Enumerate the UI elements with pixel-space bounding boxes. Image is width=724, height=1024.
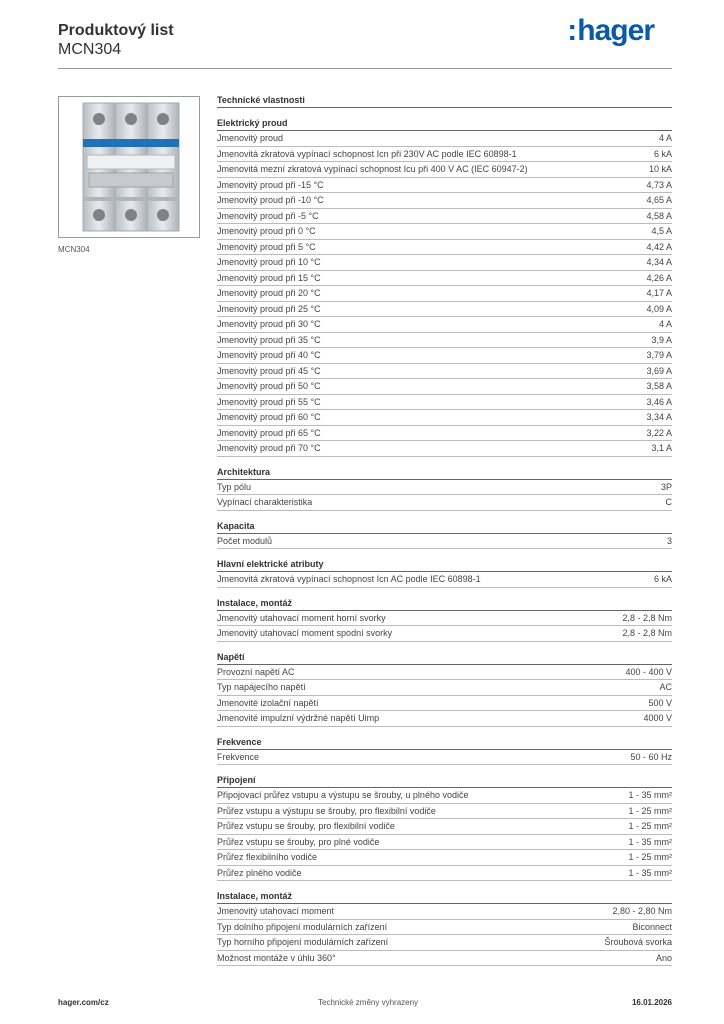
spec-label: Typ horního připojení modulárních zařízení <box>217 937 389 947</box>
spec-value: 4 A <box>658 133 672 143</box>
spec-value: 3,22 A <box>646 427 672 438</box>
spec-label: Typ dolního připojení modulárních zařízení <box>217 921 388 932</box>
spec-row <box>217 935 672 951</box>
spec-value: 3P <box>660 481 672 492</box>
spec-label: Průřez vstupu se šrouby, pro plné vodiče <box>217 836 380 847</box>
product-code: MCN304 <box>58 41 122 58</box>
spec-value: 1 - 35 mm² <box>628 867 672 878</box>
spec-row <box>217 209 672 225</box>
spec-value: 3,1 A <box>651 443 672 453</box>
spec-value: 500 V <box>648 697 672 708</box>
section-title: Architektura <box>217 465 672 480</box>
spec-value: 4,65 A <box>646 195 672 205</box>
spec-value: 4,09 A <box>646 303 672 314</box>
spec-value: 3,79 A <box>646 350 672 360</box>
spec-label: Jmenovitý proud <box>217 133 284 143</box>
spec-value: 4 A <box>658 319 672 329</box>
spec-section <box>217 519 672 550</box>
section-title: Elektrický proud <box>217 116 672 131</box>
spec-value: 4,73 A <box>646 179 672 190</box>
spec-row <box>217 224 672 240</box>
spec-value: 3,9 A <box>651 334 672 345</box>
spec-row <box>217 178 672 194</box>
spec-section <box>217 650 672 727</box>
spec-label: Jmenovitý proud při 25 °C <box>217 303 321 314</box>
logo-colon-icon: : <box>567 14 577 47</box>
spec-label: Jmenovitý proud při -10 °C <box>217 195 324 205</box>
spec-value: AC <box>659 682 672 692</box>
spec-row <box>217 302 672 318</box>
spec-label: Jmenovitý proud při 60 °C <box>217 412 321 422</box>
spec-row <box>217 835 672 851</box>
spec-value: 400 - 400 V <box>625 666 672 677</box>
spec-value: 6 kA <box>653 148 672 159</box>
spec-label: Jmenovitý proud při 0 °C <box>217 226 316 236</box>
spec-section <box>217 116 672 457</box>
circuit-breaker-icon <box>59 97 199 237</box>
document-title: Produktový list <box>58 22 174 39</box>
spec-row <box>217 951 672 967</box>
spec-row <box>217 395 672 411</box>
hager-logo <box>567 14 654 48</box>
spec-value: 4,5 A <box>651 226 672 236</box>
spec-label: Typ napájecího napětí <box>217 682 306 692</box>
spec-value: C <box>665 497 672 507</box>
spec-label: Průřez vstupu se šrouby, pro flexibilní vodiče <box>217 821 395 831</box>
spec-row <box>217 920 672 936</box>
spec-section <box>217 735 672 766</box>
section-title: Kapacita <box>217 519 672 534</box>
spec-value: 3 <box>666 535 672 546</box>
spec-row <box>217 379 672 395</box>
spec-label: Jmenovitý proud při 40 °C <box>217 350 321 360</box>
spec-label: Jmenovitý proud při 55 °C <box>217 396 321 407</box>
spec-value: 2,8 - 2,8 Nm <box>622 628 672 638</box>
spec-section <box>217 557 672 588</box>
spec-row <box>217 131 672 147</box>
footer-website-link[interactable]: hager.com/cz <box>58 998 109 1007</box>
spec-row <box>217 680 672 696</box>
spec-value: 1 - 25 mm² <box>628 805 672 816</box>
spec-row <box>217 286 672 302</box>
spec-row <box>217 255 672 271</box>
spec-row <box>217 364 672 380</box>
spec-label: Jmenovitý utahovací moment spodní svorky <box>217 628 393 638</box>
spec-row <box>217 426 672 442</box>
spec-label: Jmenovitá mezní zkratová vypínací schopnost Icu při 400 V AC (IEC 60947-2) <box>217 164 528 174</box>
spec-label: Možnost montáže v úhlu 360° <box>217 952 336 963</box>
section-title: Napětí <box>217 650 672 665</box>
spec-label: Průřez vstupu a výstupu se šrouby, pro flexibilní vodiče <box>217 805 436 816</box>
spec-label: Jmenovitý proud při 50 °C <box>217 381 321 391</box>
spec-row <box>217 611 672 627</box>
spec-value: 4,34 A <box>646 257 672 267</box>
spec-row <box>217 866 672 882</box>
spec-label: Jmenovitý proud při 30 °C <box>217 319 321 329</box>
footer-note: Technické změny vyhrazeny <box>318 998 419 1007</box>
spec-value: 4,42 A <box>646 241 672 252</box>
spec-value: 4,17 A <box>646 288 672 298</box>
spec-row <box>217 333 672 349</box>
spec-value: 2,8 - 2,8 Nm <box>622 612 672 623</box>
spec-row <box>217 410 672 426</box>
spec-label: Jmenovitý proud při 70 °C <box>217 443 321 453</box>
spec-section <box>217 773 672 881</box>
spec-row <box>217 480 672 496</box>
spec-value: Šroubová svorka <box>604 937 672 947</box>
spec-label: Jmenovitý proud při 15 °C <box>217 272 321 283</box>
spec-value: 1 - 35 mm² <box>628 836 672 847</box>
spec-row <box>217 317 672 333</box>
specs-title: Technické vlastnosti <box>217 93 672 108</box>
spec-value: 1 - 35 mm² <box>628 790 672 800</box>
spec-row <box>217 804 672 820</box>
spec-section <box>217 889 672 966</box>
section-title: Hlavní elektrické atributy <box>217 557 672 572</box>
spec-row <box>217 240 672 256</box>
spec-label: Průřez plného vodiče <box>217 867 302 878</box>
spec-label: Provozní napětí AC <box>217 666 295 677</box>
section-title: Frekvence <box>217 735 672 750</box>
section-title: Instalace, montáž <box>217 889 672 904</box>
spec-value: 1 - 25 mm² <box>628 821 672 831</box>
spec-value: 3,58 A <box>646 381 672 391</box>
spec-row <box>217 348 672 364</box>
spec-label: Jmenovité impulzní výdržné napětí Uimp <box>217 713 380 723</box>
spec-value: 3,34 A <box>646 412 672 422</box>
spec-label: Jmenovitý utahovací moment <box>217 906 335 916</box>
spec-row <box>217 665 672 681</box>
spec-row <box>217 193 672 209</box>
product-image <box>58 96 200 238</box>
spec-row <box>217 850 672 866</box>
spec-value: 2,80 - 2,80 Nm <box>612 906 672 916</box>
spec-value: 3,46 A <box>646 396 672 407</box>
spec-value: 4,26 A <box>646 272 672 283</box>
spec-value: Ano <box>655 952 672 963</box>
spec-label: Jmenovitá zkratová vypínací schopnost Icn AC podle IEC 60898-1 <box>217 574 481 584</box>
section-title: Instalace, montáž <box>217 596 672 611</box>
spec-row <box>217 788 672 804</box>
header-divider <box>58 68 672 69</box>
spec-value: 4000 V <box>643 713 672 723</box>
spec-label: Jmenovitý proud při 10 °C <box>217 257 321 267</box>
spec-value: 6 kA <box>653 574 672 584</box>
spec-row <box>217 534 672 550</box>
spec-value: 1 - 25 mm² <box>628 852 672 862</box>
section-title: Připojení <box>217 773 672 788</box>
spec-label: Frekvence <box>217 751 260 762</box>
spec-row <box>217 495 672 511</box>
spec-label: Jmenovitý proud při 5 °C <box>217 241 316 252</box>
technical-specifications <box>217 93 672 974</box>
spec-row <box>217 271 672 287</box>
spec-row <box>217 626 672 642</box>
spec-value: 10 kA <box>648 164 672 174</box>
spec-label: Jmenovitý proud při -15 °C <box>217 179 324 190</box>
spec-value: Biconnect <box>632 921 672 932</box>
spec-row <box>217 750 672 766</box>
image-caption: MCN304 <box>58 245 90 254</box>
spec-row <box>217 572 672 588</box>
spec-value: 50 - 60 Hz <box>630 751 672 762</box>
logo-text: hager <box>577 14 654 47</box>
spec-row <box>217 162 672 178</box>
spec-value: 4,58 A <box>646 210 672 221</box>
spec-row <box>217 711 672 727</box>
spec-row <box>217 904 672 920</box>
spec-label: Jmenovité izolační napětí <box>217 697 319 708</box>
spec-row <box>217 147 672 163</box>
spec-label: Počet modulů <box>217 535 273 546</box>
spec-label: Typ pólu <box>217 481 252 492</box>
spec-label: Jmenovitý proud při 45 °C <box>217 365 321 376</box>
spec-label: Jmenovitý proud při -5 °C <box>217 210 319 221</box>
spec-label: Jmenovitý proud při 65 °C <box>217 427 321 438</box>
spec-section <box>217 596 672 642</box>
spec-label: Jmenovitý proud při 35 °C <box>217 334 321 345</box>
spec-label: Jmenovitá zkratová vypínací schopnost Icn při 230V AC podle IEC 60898-1 <box>217 148 517 159</box>
spec-row <box>217 441 672 457</box>
spec-value: 3,69 A <box>646 365 672 376</box>
footer-date: 16.01.2026 <box>631 998 672 1007</box>
spec-label: Připojovací průřez vstupu a výstupu se šrouby, u plného vodiče <box>217 790 469 800</box>
spec-label: Průřez flexibilního vodiče <box>217 852 318 862</box>
spec-section <box>217 465 672 511</box>
spec-row <box>217 819 672 835</box>
page-header <box>58 22 174 59</box>
spec-row <box>217 696 672 712</box>
spec-label: Jmenovitý proud při 20 °C <box>217 288 321 298</box>
spec-label: Jmenovitý utahovací moment horní svorky <box>217 612 386 623</box>
spec-label: Vypínací charakteristika <box>217 497 313 507</box>
